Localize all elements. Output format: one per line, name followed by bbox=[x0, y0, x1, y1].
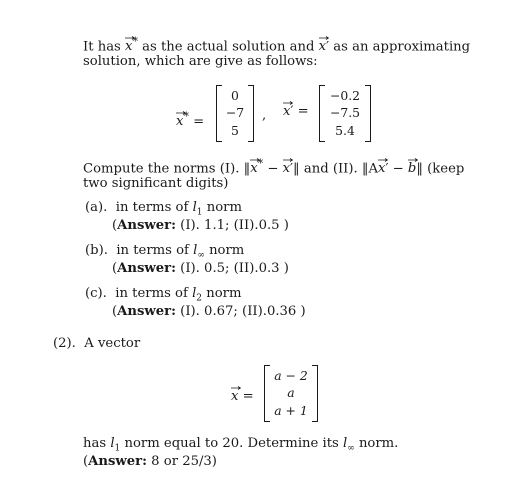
part-label: (b). bbox=[85, 243, 108, 258]
matrix-cell: 0 bbox=[231, 88, 239, 103]
matrix-cell: a bbox=[287, 385, 295, 400]
part-c: (c). in terms of $l_2$ norm bbox=[85, 286, 242, 304]
part-label: (a). bbox=[85, 200, 108, 215]
intro-text-a: It has bbox=[83, 39, 121, 55]
matrix-cell: −0.2 bbox=[329, 88, 361, 103]
compute-text-c: ‖ (keep bbox=[416, 161, 465, 177]
part-b: (b). in terms of $l_\infty$ norm bbox=[85, 243, 245, 261]
matrix-cell: −7.5 bbox=[329, 105, 361, 120]
compute-line-1: Compute the norms (I). ‖x * − x ′‖ and (II). ‖Ax ′ − b ‖ (keep bbox=[83, 157, 465, 177]
x-general-matrix bbox=[264, 365, 318, 422]
intro-line-2: solution, which are give as follows: bbox=[83, 54, 318, 69]
part-b-answer: (Answer: (I). 0.5; (II).0.3 ) bbox=[112, 261, 289, 276]
x-prime-label: x ′ = bbox=[283, 104, 309, 119]
intro-line-1: It has x * as the actual solution and x ′ as an approximating bbox=[83, 35, 471, 55]
intro-text-c: as an approximating bbox=[333, 39, 471, 55]
part-label: (c). bbox=[85, 286, 107, 301]
problem-label: (2). bbox=[53, 336, 76, 351]
x-general-label: x = bbox=[231, 389, 254, 404]
problem-2-closing: has $l_1$ norm equal to 20. Determine its $l_\infty$ norm. bbox=[83, 436, 399, 454]
compute-text-b: ‖ and (II). ‖A bbox=[293, 161, 379, 177]
x-prime-matrix bbox=[319, 85, 371, 142]
x-star-label: x * = bbox=[176, 110, 205, 130]
intro-text-b: as the actual solution and bbox=[142, 39, 315, 55]
x-star-symbol: x bbox=[125, 39, 132, 54]
comma: , bbox=[262, 108, 267, 123]
matrix-cell: a + 1 bbox=[274, 403, 308, 418]
part-a: (a). in terms of $l_1$ norm bbox=[85, 200, 242, 218]
matrix-cell: −7 bbox=[225, 105, 245, 120]
problem-2-answer: (Answer: 8 or 25/3) bbox=[83, 454, 217, 469]
x-star-matrix bbox=[216, 85, 254, 142]
compute-line-2: two significant digits) bbox=[83, 176, 229, 191]
x-prime-symbol: x bbox=[319, 39, 326, 54]
part-a-answer: (Answer: (I). 1.1; (II).0.5 ) bbox=[112, 218, 289, 233]
matrix-cell: a − 2 bbox=[274, 368, 308, 383]
matrix-cell: 5.4 bbox=[335, 123, 355, 138]
compute-text-a: Compute the norms (I). ‖ bbox=[83, 161, 251, 177]
problem-2-header: (2). A vector bbox=[53, 336, 141, 351]
matrix-cell: 5 bbox=[231, 123, 239, 138]
part-c-answer: (Answer: (I). 0.67; (II).0.36 ) bbox=[112, 304, 306, 319]
